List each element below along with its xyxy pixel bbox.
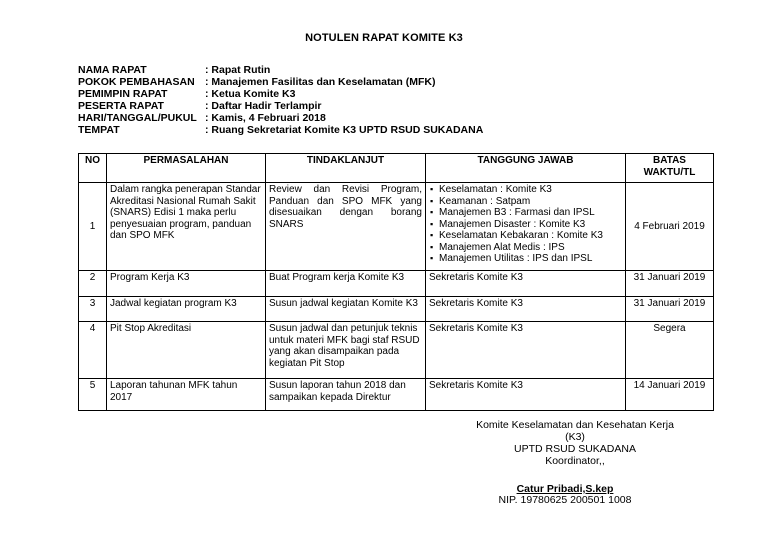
table-row (79, 183, 714, 271)
minutes-table (78, 153, 714, 411)
row-no: 3 (79, 297, 107, 322)
row-batas-waktu: Segera (626, 322, 714, 379)
row-tanggung-jawab: Sekretaris Komite K3 (426, 322, 626, 379)
signatory-name: Catur Pribadi,S.kep (516, 483, 614, 495)
row-batas-waktu: 4 Februari 2019 (626, 183, 714, 271)
row-no: 5 (79, 379, 107, 411)
signature-block (470, 419, 680, 467)
table-header-row (79, 154, 714, 183)
row-tindaklanjut: Susun laporan tahun 2018 dan sampaikan kepada Direktur (266, 379, 426, 411)
meta-value: : Kamis, 4 Februari 2018 (205, 112, 326, 124)
header-tindaklanjut: TINDAKLANJUT (266, 154, 426, 183)
header-no: NO (79, 154, 107, 183)
list-item: ▪ Manajemen Disaster : Komite K3 (439, 219, 622, 231)
header-tanggung-jawab: TANGGUNG JAWAB (426, 154, 626, 183)
table-row (79, 322, 714, 379)
row-tindaklanjut: Buat Program kerja Komite K3 (266, 271, 426, 297)
row-permasalahan: Dalam rangka penerapan Standar Akreditasi Nasional Rumah Sakit (SNARS) Edisi 1 maka perlu penyesuaian program, panduan dan SPO MFK (107, 183, 266, 271)
meta-value: : Ruang Sekretariat Komite K3 UPTD RSUD SUKADANA (205, 124, 484, 136)
header-permasalahan: PERMASALAHAN (107, 154, 266, 183)
row-no: 1 (79, 183, 107, 271)
meta-label: POKOK PEMBAHASAN (78, 76, 195, 88)
list-item: ▪ Keselamatan Kebakaran : Komite K3 (439, 230, 622, 242)
meta-label: HARI/TANGGAL/PUKUL (78, 112, 197, 124)
meta-value: : Manajemen Fasilitas dan Keselamatan (MFK) (205, 76, 436, 88)
row-permasalahan: Laporan tahunan MFK tahun 2017 (107, 379, 266, 411)
table-row (79, 271, 714, 297)
signatory-nip: NIP. 19780625 200501 1008 (498, 494, 632, 506)
meta-row-pemimpin-rapat (78, 88, 483, 100)
meta-label: PESERTA RAPAT (78, 100, 164, 112)
row-no: 4 (79, 322, 107, 379)
list-item: ▪ Keamanan : Satpam (439, 196, 622, 208)
meeting-info (78, 64, 483, 136)
document-title: NOTULEN RAPAT KOMITE K3 (305, 32, 463, 44)
signature-organization: Komite Keselamatan dan Kesehatan Kerja (K3) (476, 419, 674, 443)
row-permasalahan: Pit Stop Akreditasi (107, 322, 266, 379)
list-item: ▪ Keselamatan : Komite K3 (439, 184, 622, 196)
meta-value: : Rapat Rutin (205, 64, 271, 76)
row-tindaklanjut: Susun jadwal dan petunjuk teknis untuk materi MFK bagi staf RSUD yang akan disampaikan pada kegiatan Pit Stop (266, 322, 426, 379)
meta-label: NAMA RAPAT (78, 64, 147, 76)
list-item: ▪ Manajemen B3 : Farmasi dan IPSL (439, 207, 622, 219)
row-tanggung-jawab: Sekretaris Komite K3 (426, 271, 626, 297)
row-tindaklanjut: Review dan Revisi Program, Panduan dan SPO MFK yang disesuaikan dengan borang SNARS (266, 183, 426, 271)
meta-label: TEMPAT (78, 124, 120, 136)
meta-row-tempat (78, 124, 483, 136)
meta-value: : Daftar Hadir Terlampir (205, 100, 322, 112)
meta-label: PEMIMPIN RAPAT (78, 88, 168, 100)
meta-row-nama-rapat (78, 64, 483, 76)
signature-role: Koordinator,, (545, 455, 605, 467)
responsibility-list (429, 184, 622, 265)
meta-row-hari-tanggal (78, 112, 483, 124)
signature-unit: UPTD RSUD SUKADANA (514, 443, 636, 455)
row-batas-waktu: 31 Januari 2019 (626, 271, 714, 297)
row-batas-waktu: 31 Januari 2019 (626, 297, 714, 322)
row-permasalahan: Jadwal kegiatan program K3 (107, 297, 266, 322)
header-batas-waktu: BATAS WAKTU/TL (626, 154, 714, 183)
table-row (79, 379, 714, 411)
row-tindaklanjut: Susun jadwal kegiatan Komite K3 (266, 297, 426, 322)
row-tanggung-jawab: Sekretaris Komite K3 (426, 379, 626, 411)
list-item: ▪ Manajemen Alat Medis : IPS (439, 242, 622, 254)
meta-row-peserta-rapat (78, 100, 483, 112)
row-permasalahan: Program Kerja K3 (107, 271, 266, 297)
list-item: ▪ Manajemen Utilitas : IPS dan IPSL (439, 253, 622, 265)
row-tanggung-jawab (426, 183, 626, 271)
meta-row-pokok-pembahasan (78, 76, 483, 88)
meta-value: : Ketua Komite K3 (205, 88, 296, 100)
table-row (79, 297, 714, 322)
row-no: 2 (79, 271, 107, 297)
row-tanggung-jawab: Sekretaris Komite K3 (426, 297, 626, 322)
row-batas-waktu: 14 Januari 2019 (626, 379, 714, 411)
